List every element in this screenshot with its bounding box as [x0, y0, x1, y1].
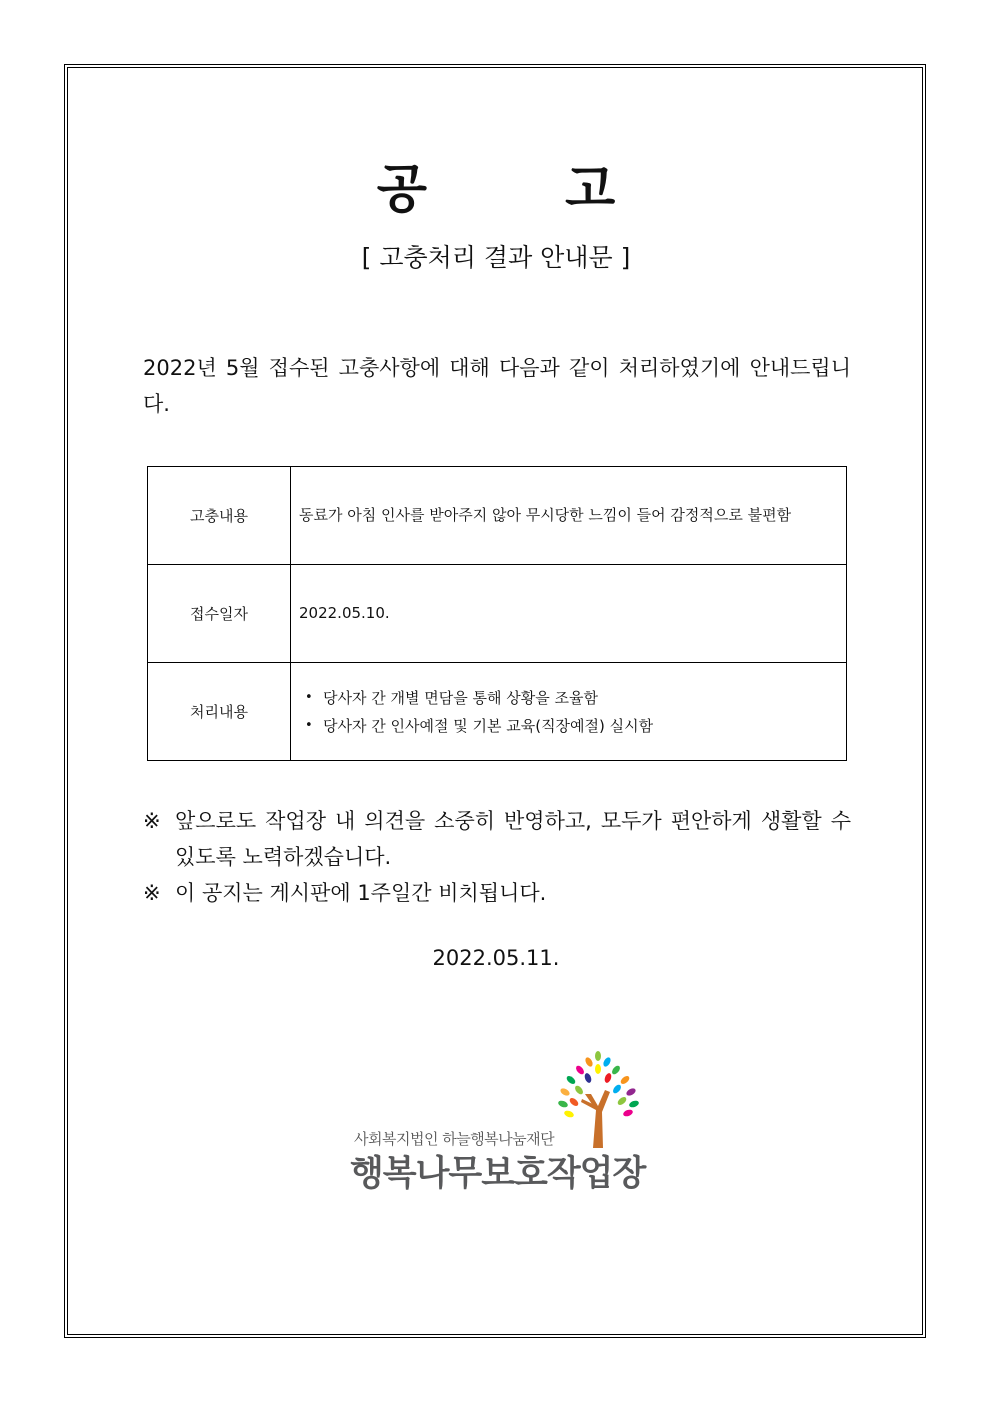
row-label-process: 처리내용: [148, 663, 291, 761]
logo-name: 행복나무보호작업장: [350, 1154, 646, 1194]
notice-subtitle: [ 고충처리 결과 안내문 ]: [361, 243, 631, 272]
row-label-content: 고충내용: [148, 467, 291, 565]
note-item: [143, 875, 851, 911]
grievance-table: [147, 466, 847, 761]
row-value-content: 동료가 아침 인사를 받아주지 않아 무시당한 느낌이 들어 감정적으로 불편함: [291, 467, 847, 565]
notice-title: 공 고: [376, 160, 676, 220]
row-value-process: [291, 663, 847, 761]
reference-mark: ※: [143, 809, 161, 833]
issue-date: 2022.05.11.: [432, 946, 560, 970]
row-value-date: 2022.05.10.: [291, 565, 847, 663]
table-row: [148, 467, 847, 565]
note-text: 앞으로도 작업장 내 의견을 소중히 반영하고, 모두가 편안하게 생활할 수 있도록 노력하겠습니다.: [175, 809, 851, 869]
list-item: • 당사자 간 인사예절 및 기본 교육(직장예절) 실시함: [299, 712, 838, 740]
table-row: [148, 565, 847, 663]
note-item: [143, 803, 851, 875]
list-item: • 당사자 간 개별 면담을 통해 상황을 조율함: [299, 684, 838, 712]
intro-paragraph: 2022년 5월 접수된 고충사항에 대해 다음과 같이 처리하였기에 안내드립니다.: [143, 356, 851, 416]
table-row: [148, 663, 847, 761]
tree-icon: [555, 1050, 641, 1150]
logo-subtitle: 사회복지법인 하늘행복나눔재단: [354, 1130, 555, 1148]
organization-logo: [350, 1050, 650, 1200]
reference-mark: ※: [143, 881, 161, 905]
row-label-date: 접수일자: [148, 565, 291, 663]
note-text: 이 공지는 게시판에 1주일간 비치됩니다.: [175, 881, 547, 905]
notes-section: [143, 803, 851, 911]
process-list: [299, 684, 838, 740]
